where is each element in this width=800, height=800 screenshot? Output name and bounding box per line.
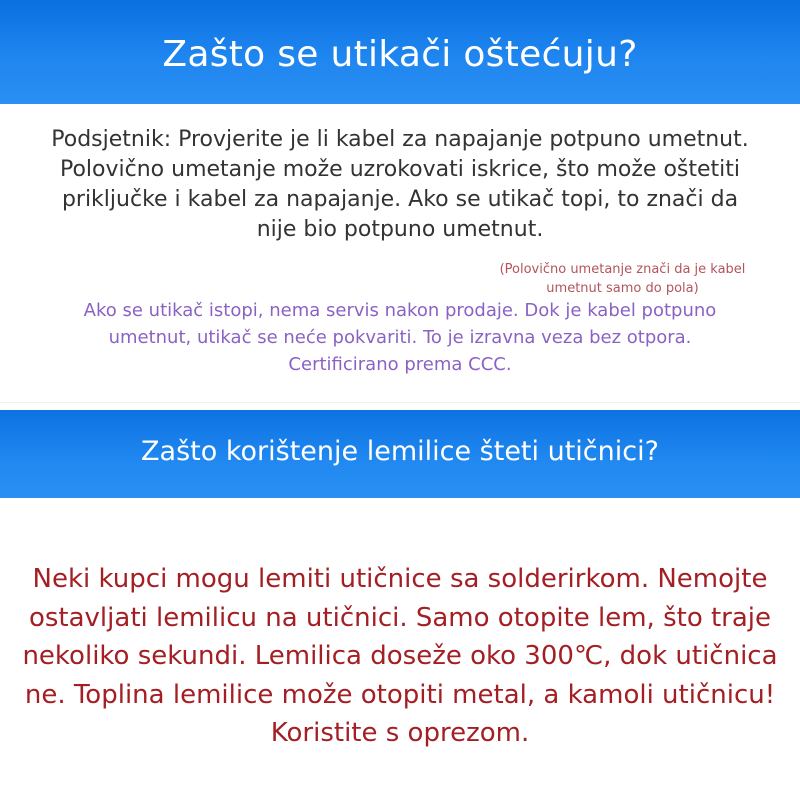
half-insertion-note: (Polovično umetanje znači da je kabel umetnut samo do pola) [499,262,746,296]
soldering-warning-paragraph: Neki kupci mogu lemiti utičnice sa solderirkom. Nemojte ostavljati lemilicu na utičnici. Samo otopite lem, što traje nekoliko sekundi. Lemilica doseže oko 300℃, dok utičnica ne. Toplina lemilice može otopiti metal, a kamoli utičnicu! Koristite s oprezom. [22,564,778,748]
after-sales-paragraph: Ako se utikač istopi, nema servis nakon prodaje. Dok je kabel potpuno umetnut, utikač se neće pokvariti. To je izravna veza bez otpora. Certificirano prema CCC. [83,300,717,375]
reminder-paragraph: Podsjetnik: Provjerite je li kabel za napajanje potpuno umetnut. Polovično umetanje može uzrokovati iskrice, što može oštetiti priključke i kabel za napajanje. Ako se utikač topi, to znači da nije bio potpuno umetnut. [51,127,749,242]
section2-title: Zašto korištenje lemilice šteti utičnici? [141,436,659,467]
divider [0,402,800,403]
section1-title: Zašto se utikači oštećuju? [162,34,638,75]
section1-header-banner [0,0,800,104]
section2-header-banner [0,410,800,498]
